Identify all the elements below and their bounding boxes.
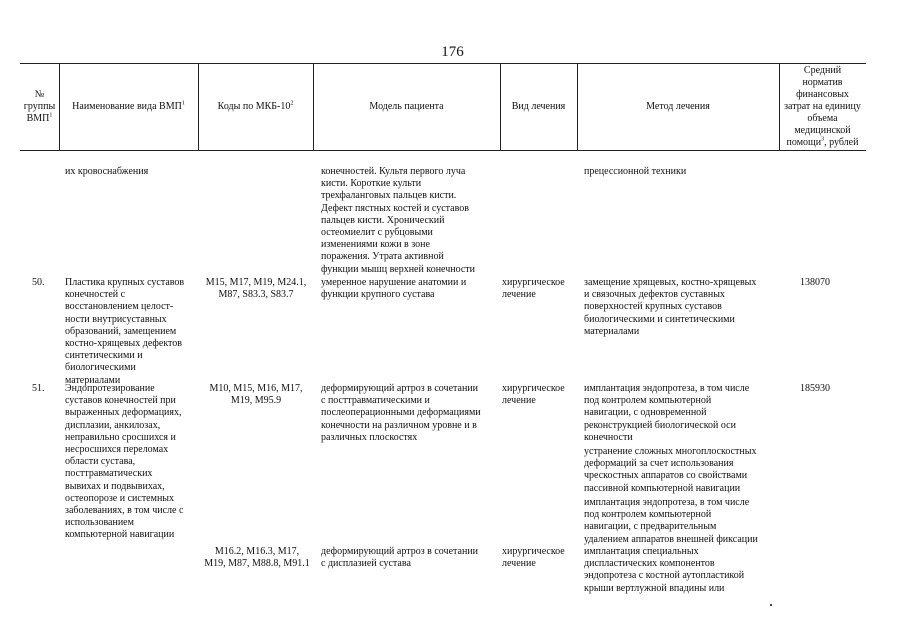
scan-speck [770,604,772,606]
cell-treatment-type: хирургическое лечение [502,383,565,407]
page-number: 176 [441,44,464,60]
cell-vmp-name: Эндопротезирование суставов конечностей при выраженных деформациях, дисплазии, анкилозах, неправильно сросшихся и несросшихся переломах области сустава, посттравматических вывихах и подвывихах, остеопорозе и системных заболеваниях, в том числе с использованием компьютерной навигации [65,383,184,541]
cell-patient-model: умеренное нарушение анатомии и функции крупного сустава [321,277,467,301]
header-group-number: № группы ВМП$^1$ [23,88,56,124]
cell-treatment-method: имплантация эндопротеза, в том числе под контролем компьютерной навигации, с предварительным удалением аппаратов внешней фиксации [584,497,758,545]
header-patient-model: Модель пациента [369,100,444,112]
cell-patient-model: деформирующий артроз в сочетании с дисплазией сустава [321,546,479,570]
cell-treatment-type: хирургическое лечение [502,546,565,570]
cell-cost: 185930 [800,383,830,394]
header-bottom-rule [20,150,866,151]
cell-patient-model: деформирующий артроз в сочетании с посттравматическими и послеоперационными деформациями конечности на различном уровне и в различных плоскостях [321,383,481,443]
cell-treatment-method: устранение сложных многоплоскостных деформаций за счет использования чрескостных аппаратов со свойствами пассивной компьютерной навигации [584,446,757,494]
cell-icd-codes: M16.2, M16.3, M17, M19, M87, M88.8, M91.1 [204,546,310,570]
header-icd-codes: Коды по МКБ-$10^2$ [217,100,294,112]
cell-treatment-method: имплантация эндопротеза, в том числе под контролем компьютерной навигации, с одновременной реконструкцией биологической оси конечности [584,383,750,443]
cell-treatment-type: хирургическое лечение [502,277,565,301]
cell-vmp-name: Пластика крупных суставов конечностей с восстановлением целост- ности внутрисуставных образований, замещением костно-хрящевых дефектов синтетическими и биологическими материалами [65,277,185,386]
header-vmp-name: Наименование вида ВМП$^1$ [72,100,185,112]
header-cost-norm: Средний норматив финансовых затрат на единицу объема медицинской помощи$^3$, рублей [784,64,861,148]
cell-model-continued: конечностей. Культя первого луча кисти. Короткие культи трехфаланговых пальцев кисти. Дефект пястных костей и суставов пальцев кисти. Хронический остеомиелит с рубцовыми изменениями кожи в зоне поражения. Утрата активной функции мышц верхней конечности [321,166,476,275]
header-treatment-type: Вид лечения [511,100,566,112]
cell-treatment-method: замещение хрящевых, костно-хрящевых и связочных дефектов суставных поверхностей крупных суставов биологическими и синтетическими материалами [584,277,757,337]
cell-name-continued: их кровоснабжения [65,166,149,177]
cell-group-number: 50. [32,277,45,288]
cell-treatment-method: имплантация специальных диспластических компонентов эндопротеза с костной аутопластикой крыши вертлужной впадины или [584,546,745,594]
cell-cost: 138070 [800,277,830,288]
header-treatment-method: Метод лечения [646,100,710,112]
cell-icd-codes: M10, M15, M16, M17, M19, M95.9 [209,383,303,407]
cell-group-number: 51. [32,383,45,394]
cell-method-continued: прецессионной техники [584,166,687,177]
cell-icd-codes: M15, M17, M19, M24.1, M87, S83.3, S83.7 [205,277,307,301]
